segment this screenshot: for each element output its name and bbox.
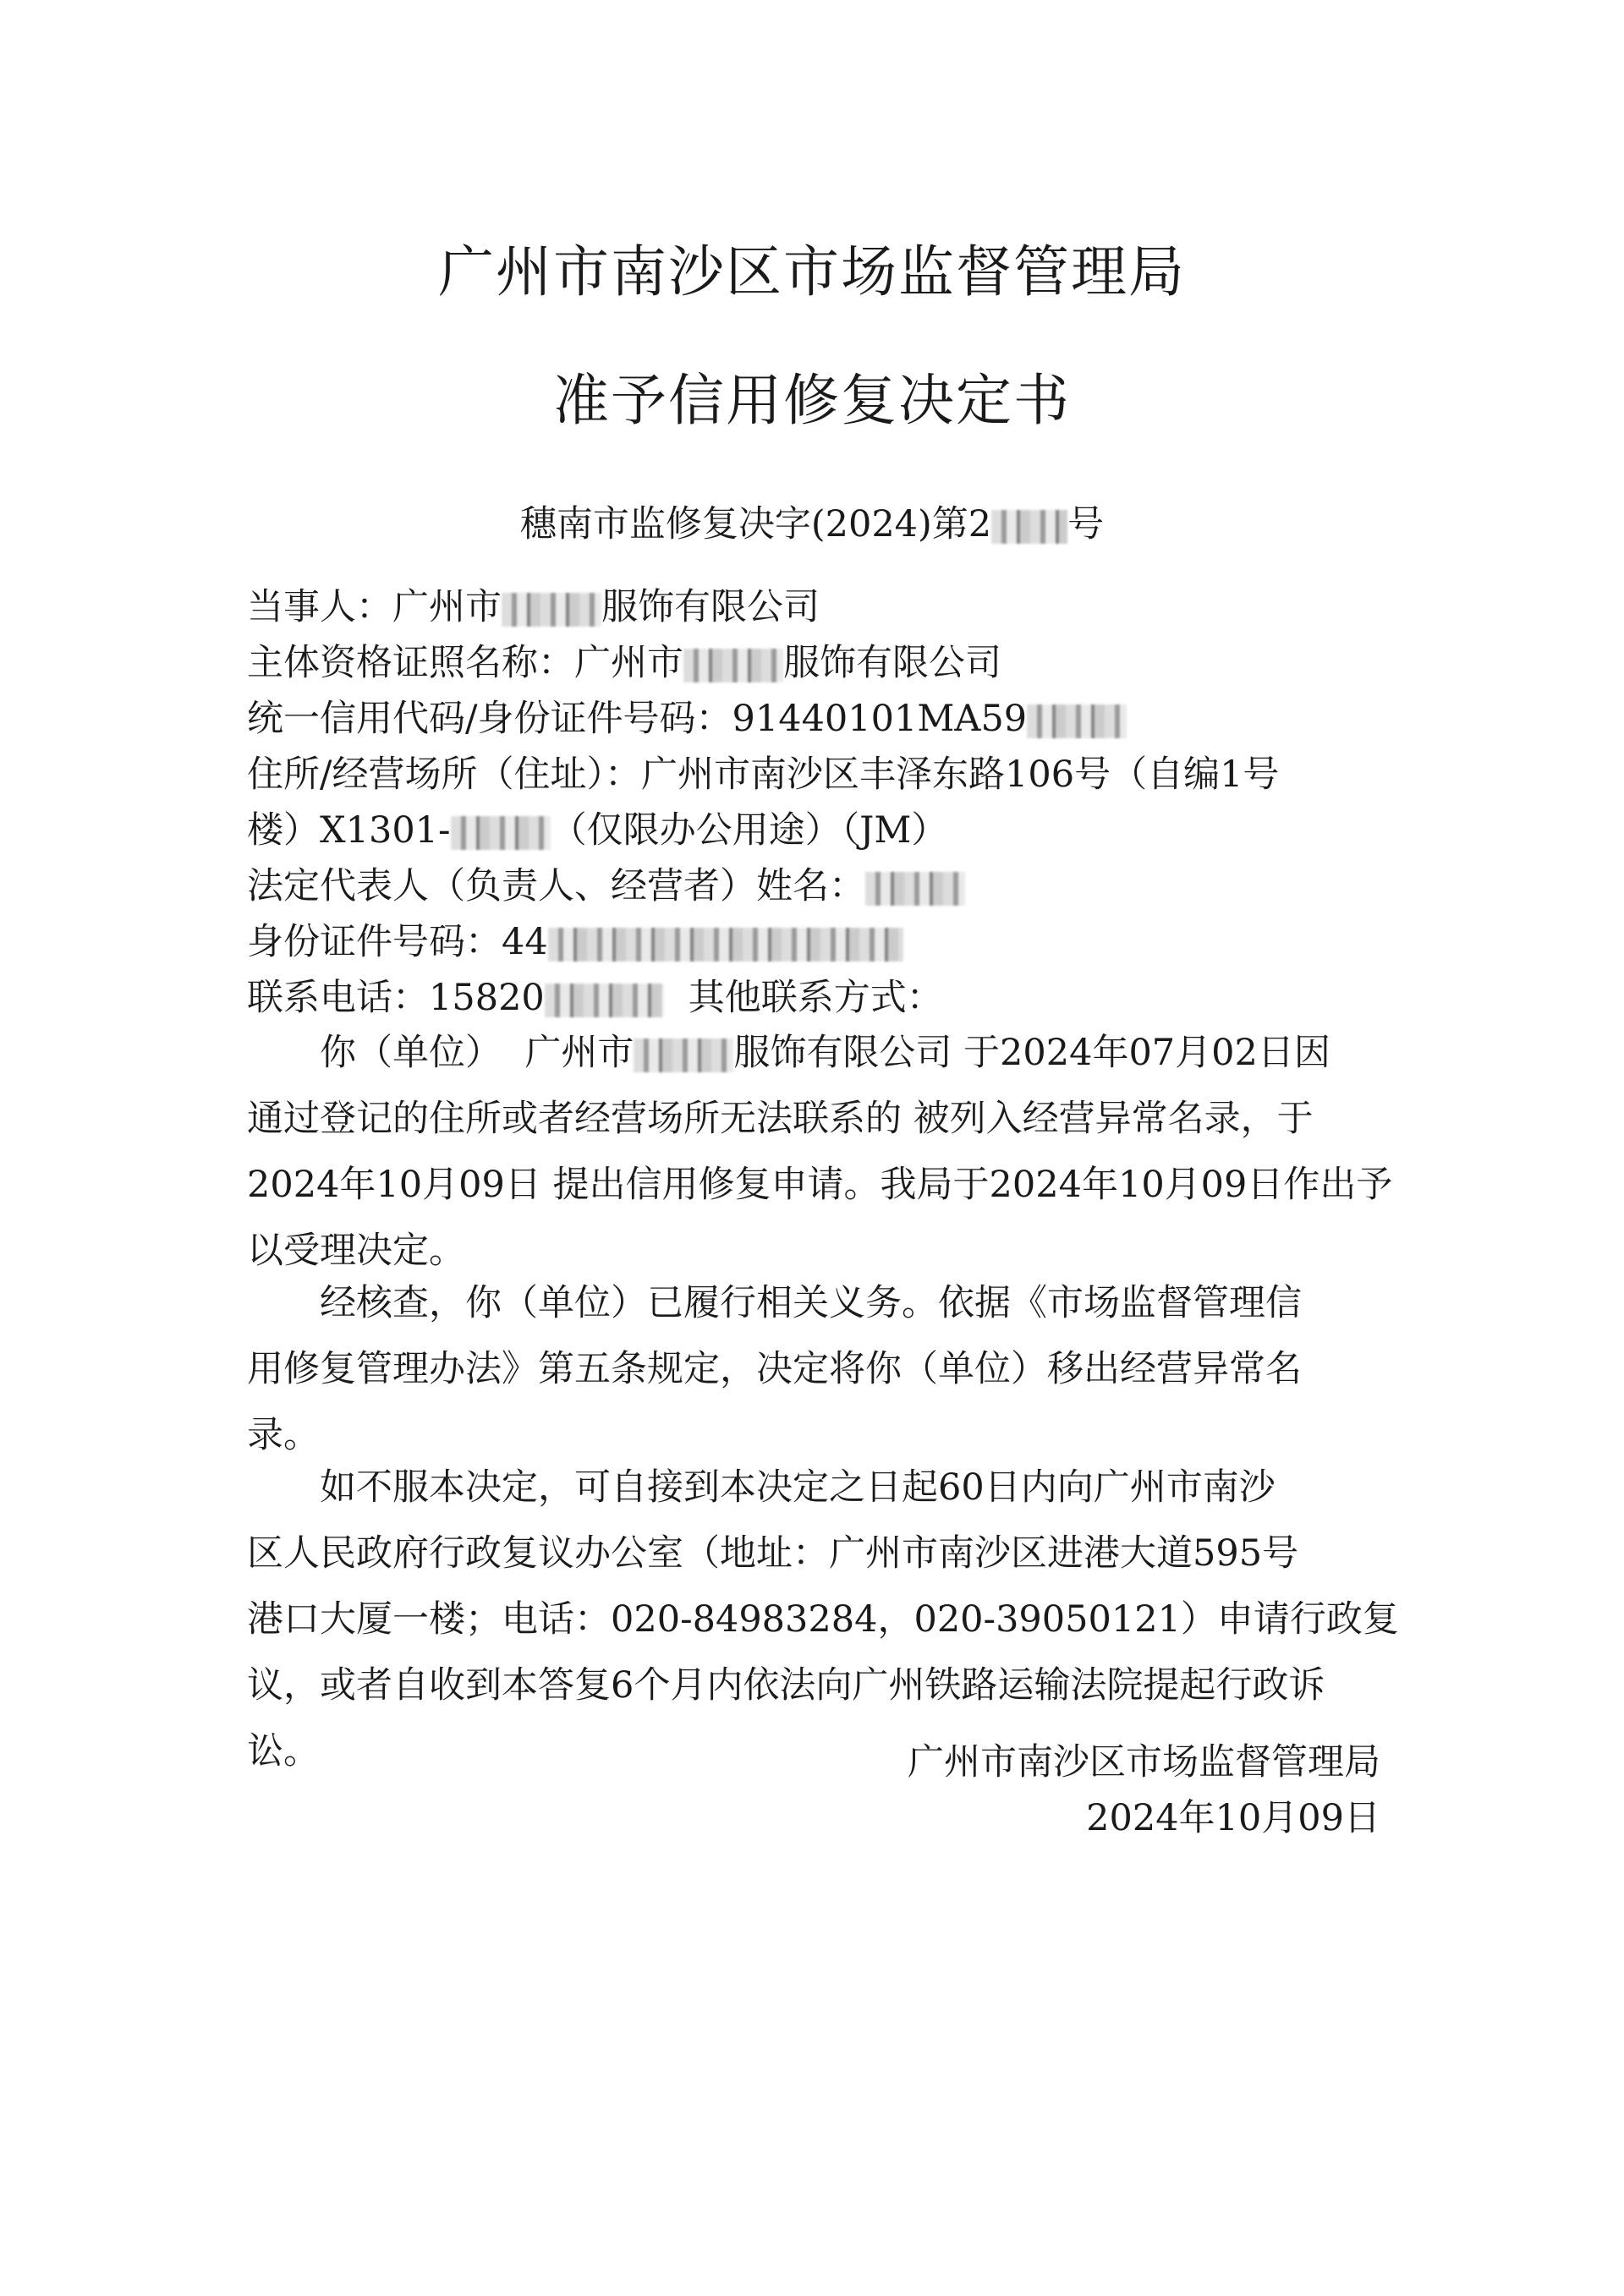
phone-line: 联系电话：15820 其他联系方式： <box>247 977 943 1019</box>
signature-date: 2024年10月09日 <box>1086 1797 1380 1839</box>
agency-title: 广州市南沙区市场监督管理局 <box>438 239 1186 304</box>
paragraph-acceptance: 你（单位） 广州市 服饰有限公司 于2024年07月02日因 通过登记的住所或者经营场所无法联系的 被列入经营异常名录，于 2024年10月09日 提出信用修复申请。我局于2024年10月09日作出予 以受理决定。 <box>247 1032 1393 1272</box>
redaction-mark <box>634 1038 733 1072</box>
address-line-2: 楼）X1301- （仅限办公用途）（JM） <box>247 809 948 852</box>
signature-agency: 广州市南沙区市场监督管理局 <box>908 1741 1380 1784</box>
address-line-1: 住所/经营场所（住址）：广州市南沙区丰泽东路106号（自编1号 <box>247 753 1280 796</box>
id-number-line: 身份证件号码：44 <box>247 918 903 966</box>
legal-rep-line: 法定代表人（负责人、经营者）姓名： <box>247 863 965 910</box>
redaction-mark <box>865 872 965 906</box>
redaction-mark <box>991 510 1067 544</box>
document-number: 穗南市监修复决字(2024)第2 号 <box>519 503 1105 545</box>
redaction-mark <box>545 984 663 1017</box>
paragraph-appeal: 如不服本决定，可自接到本决定之日起60日内向广州市南沙 区人民政府行政复议办公室（地址：广州市南沙区进港大道595号 港口大厦一楼；电话：020-84983284，020-39050121）申请行政复 议，或者自收到本答复6个月内依法向广州铁路运输法院提起行政诉 讼。 <box>247 1466 1399 1773</box>
redaction-mark <box>1027 704 1127 738</box>
redaction-mark <box>502 593 601 627</box>
credit-code-line: 统一信用代码/身份证件号码：91440101MA59 <box>247 695 1127 743</box>
document-title: 准予信用修复决定书 <box>553 368 1071 433</box>
party-name-line: 当事人：广州市 服饰有限公司 <box>247 586 820 628</box>
redaction-mark <box>548 928 903 962</box>
license-name-line: 主体资格证照名称：广州市 服饰有限公司 <box>247 642 1001 684</box>
paragraph-decision: 经核查，你（单位）已履行相关义务。依据《市场监督管理信 用修复管理办法》第五条规定，决定将你（单位）移出经营异常名 录。 <box>247 1282 1302 1456</box>
redaction-mark <box>683 649 783 682</box>
redaction-mark <box>451 816 551 850</box>
